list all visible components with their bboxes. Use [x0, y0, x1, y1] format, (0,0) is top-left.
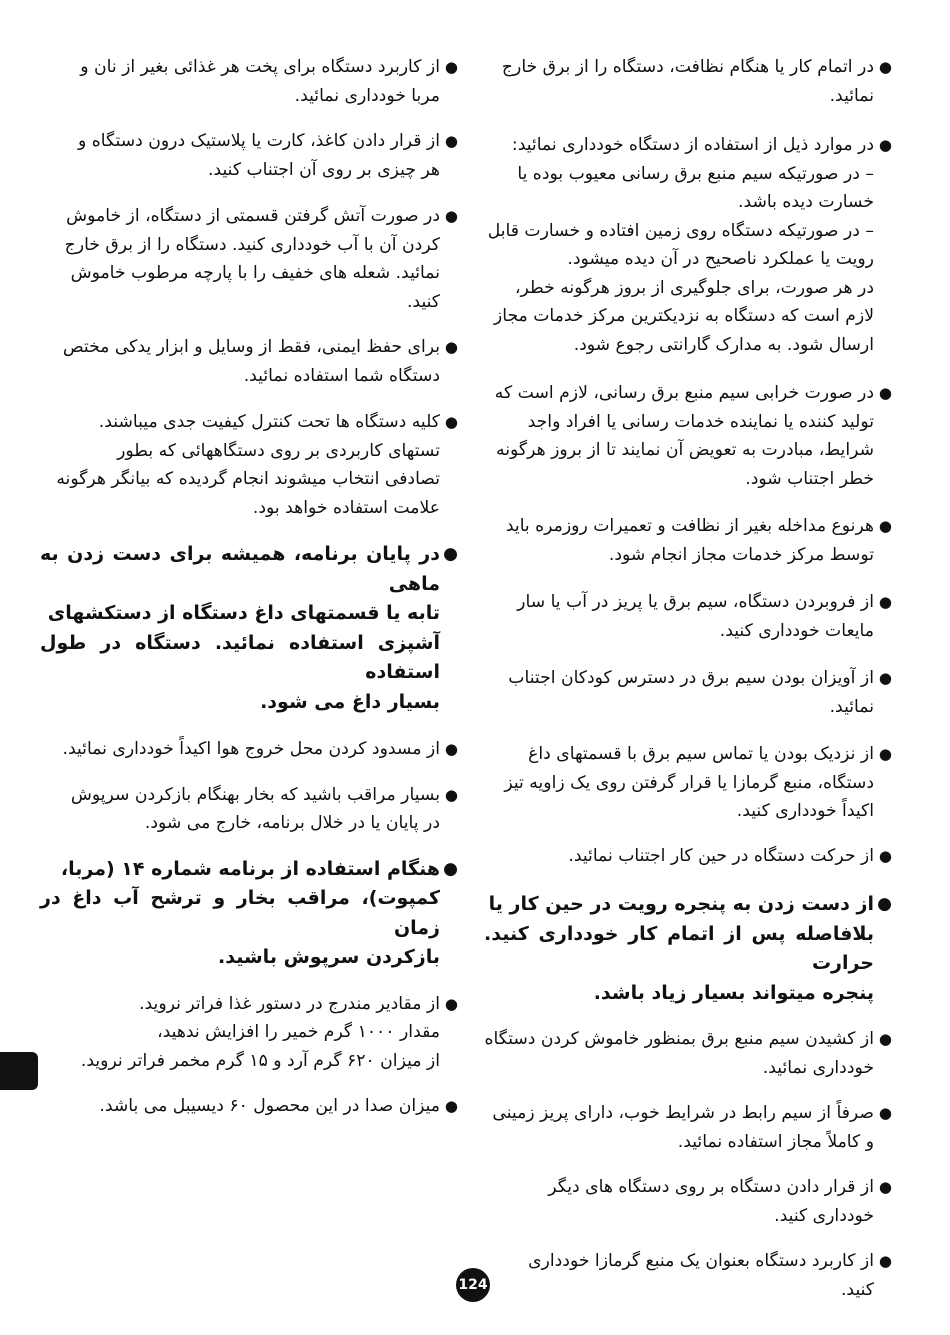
bullet-text: هنگام استفاده از برنامه شماره ۱۴ (مربا، کمپوت)، مراقب بخار و ترشح آب داغ در زمان بازکردن سرپوش باشید. — [40, 857, 440, 968]
bullet-dot-icon: ● — [877, 894, 892, 914]
bullet-dot-icon: ● — [878, 517, 892, 535]
bullet-item — [484, 1173, 892, 1230]
page-number: 124 — [456, 1268, 490, 1302]
bullet-item — [484, 1099, 892, 1156]
bullet-dot-icon: ● — [878, 136, 892, 154]
bullet-text: از کاربرد دستگاه برای پخت هر غذائی بغیر از نان و مربا خودداری نمائید. — [80, 57, 440, 106]
bullet-text: از مقادیر مندرج در دستور غذا فراتر نروید. مقدار ۱۰۰۰ گرم خمیر را افزایش ندهید، از میزان ۶۲۰ گرم آرد و ۱۵ گرم مخمر فراتر نروید. — [80, 993, 440, 1071]
bullet-text: از قرار دادن دستگاه بر روی دستگاه های دیگر خودداری کنید. — [548, 1177, 874, 1226]
bullet-text: در پایان برنامه، همیشه برای دست زدن به ماهی تابه یا قسمتهای داغ دستگاه از دستکشهای آشپزی استفاده نمائید. دستگاه در طول استفاده بسیار داغ می شود. — [40, 543, 440, 713]
bullet-text: برای حفظ ایمنی، فقط از وسایل و ابزار یدکی مختص دستگاه شما استفاده نمائید. — [62, 337, 440, 386]
bullet-item — [484, 588, 892, 645]
bullet-item — [40, 53, 458, 110]
bullet-item — [40, 333, 458, 390]
bullet-text: میزان صدا در این محصول ۶۰ دیسیبل می باشد. — [99, 1096, 440, 1116]
bullet-text: از کشیدن سیم منبع برق بمنظور خاموش کردن دستگاه خودداری نمائید. — [484, 1029, 874, 1078]
bullet-item — [40, 735, 458, 764]
bullet-item — [484, 664, 892, 721]
bullet-dot-icon: ● — [443, 544, 458, 564]
bullet-text: از آویزان بودن سیم برق در دسترس کودکان اجتناب نمائید. — [508, 668, 874, 717]
right-column — [484, 36, 892, 1304]
bullet-dot-icon: ● — [444, 338, 458, 356]
bullet-item — [484, 740, 892, 826]
bullet-item — [484, 512, 892, 569]
bullet-item — [484, 842, 892, 871]
bullet-text: هرنوع مداخله بغیر از نظافت و تعمیرات روزمره باید توسط مرکز خدمات مجاز انجام شود. — [505, 516, 874, 565]
bullet-text: از مسدود کردن محل خروج هوا اکیداً خودداری نمائید. — [62, 739, 440, 759]
bullet-text: از نزدیک بودن یا تماس سیم برق با قسمتهای داغ دستگاه، منبع گرمازا یا قرار گرفتن روی یک زاویه تیز اکیداً خودداری کنید. — [504, 744, 874, 821]
bullet-text: بسیار مراقب باشید که بخار بهنگام بازکردن سرپوش در پایان یا در خلال برنامه، خارج می شود. — [70, 784, 440, 833]
bullet-text: صرفاً از سیم رابط در شرایط خوب، دارای پریز زمینی و کاملاً مجاز استفاده نمائید. — [492, 1103, 874, 1152]
bullet-dot-icon: ● — [878, 669, 892, 687]
bullet-dot-icon: ● — [878, 384, 892, 402]
bullet-dot-icon: ● — [878, 1252, 892, 1270]
bullet-item — [40, 202, 458, 316]
bullet-item — [484, 131, 892, 359]
bullet-dot-icon: ● — [443, 858, 458, 879]
bullet-item — [40, 990, 458, 1076]
bullet-dot-icon: ● — [878, 1104, 892, 1122]
bullet-dot-icon: ● — [878, 58, 892, 76]
bullet-dot-icon: ● — [444, 1097, 458, 1115]
bullet-dot-icon: ● — [444, 785, 458, 804]
bullet-item — [484, 53, 892, 110]
bullet-dot-icon: ● — [444, 207, 458, 225]
bullet-item — [40, 1092, 458, 1121]
bullet-dot-icon: ● — [878, 1030, 892, 1048]
bullet-dot-icon: ● — [444, 740, 458, 758]
bullet-dot-icon: ● — [878, 1178, 892, 1196]
left-column — [40, 36, 458, 1121]
bullet-dot-icon: ● — [444, 413, 458, 431]
bullet-text: کلیه دستگاه ها تحت کنترل کیفیت جدی میباشند. تستهای کاربردی بر روی دستگاههائی که بطور تصادفی انتخاب میشوند انجام گردیده که بیانگر هرگونه علامت استفاده خواهد بود. — [56, 412, 440, 518]
bullet-text: در صورت خرابی سیم منبع برق رسانی، لازم است که تولید کننده یا نماینده خدمات رسانی یا افراد واجد شرایط، مبادرت به تعویض آن نمایند تا از بروز هرگونه خطر اجتناب شود. — [494, 383, 874, 489]
bullet-dot-icon: ● — [878, 846, 892, 865]
bullet-text: در موارد ذیل از استفاده از دستگاه خودداری نمائید: – در صورتیکه سیم منبع برق رسانی معیوب بوده یا خسارت دیده باشد. – در صورتیکه دستگاه روی زمین افتاده و خسارت قابل رویت یا عملکرد ناصحیح در آن دیده میشود. در هر صورت، برای جلوگیری از بروز هرگونه خطر، لازم است که دستگاه به نزدیکترین مرکز خدمات مجاز ارسال شود. به مدارک گارانتی رجوع شود. — [487, 135, 874, 355]
bullet-dot-icon: ● — [878, 745, 892, 763]
bullet-item — [484, 890, 892, 1008]
bullet-text: از دست زدن به پنجره رویت در حین کار یا بلافاصله پس از اتمام کار خودداری کنید. حرارت پنجره میتواند بسیار زیاد باشد. — [484, 893, 874, 1004]
bullet-item — [40, 408, 458, 522]
section-tab-marker — [0, 1052, 38, 1090]
bullet-text: از کاربرد دستگاه بعنوان یک منبع گرمازا خودداری کنید. — [528, 1251, 874, 1300]
bullet-dot-icon: ● — [444, 58, 458, 76]
bullet-text: در اتمام کار یا هنگام نظافت، دستگاه را از برق خارج نمائید. — [501, 57, 874, 106]
bullet-item — [484, 379, 892, 493]
bullet-item — [484, 1247, 892, 1304]
bullet-dot-icon: ● — [444, 132, 458, 150]
bullet-item — [40, 540, 458, 717]
bullet-text: در صورت آتش گرفتن قسمتی از دستگاه، از خاموش کردن آن با آب خودداری کنید. دستگاه را از برق خارج نمائید. شعله های خفیف را با پارچه مرطوب خاموش کنید. — [64, 206, 440, 312]
bullet-item — [40, 781, 458, 838]
bullet-item — [484, 1025, 892, 1082]
bullet-text: از فروبردن دستگاه، سیم برق یا پریز در آب یا سار مایعات خودداری کنید. — [517, 592, 874, 641]
bullet-item — [40, 127, 458, 184]
bullet-dot-icon: ● — [444, 994, 458, 1013]
bullet-dot-icon: ● — [878, 593, 892, 611]
bullet-item — [40, 855, 458, 973]
bullet-text: از حرکت دستگاه در حین کار اجتناب نمائید. — [568, 845, 874, 866]
bullet-text: از قرار دادن کاغذ، کارت یا پلاستیک درون دستگاه و هر چیزی بر روی آن اجتناب کنید. — [78, 131, 440, 180]
